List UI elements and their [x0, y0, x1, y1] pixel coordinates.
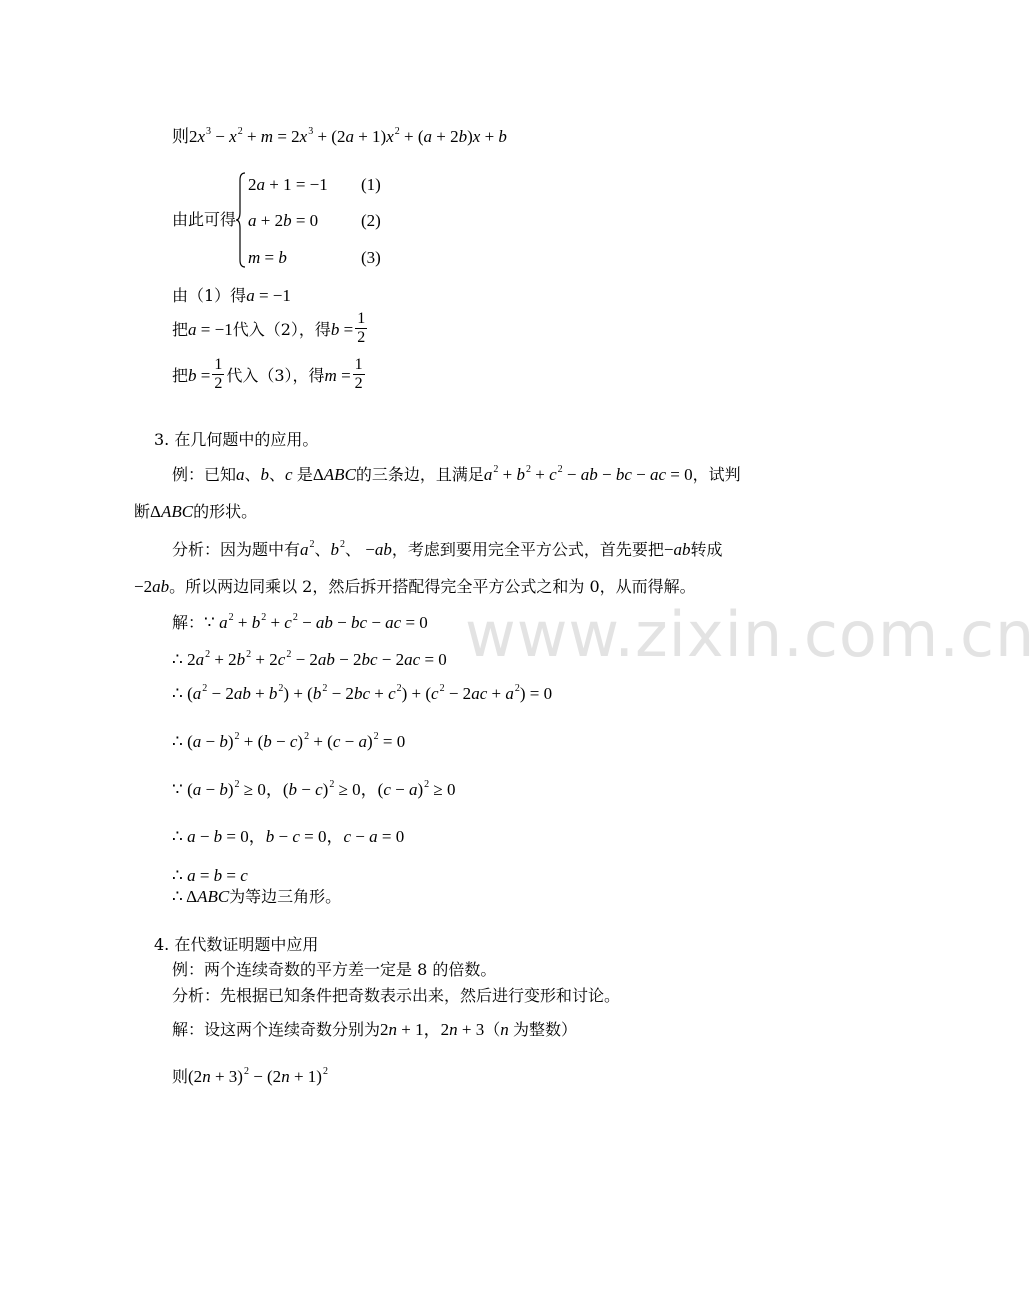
analysis-3-line-2: −2ab。所以两边同乘以 2，然后拆开搭配得完全平方公式之和为 0，从而得解。: [134, 577, 696, 596]
analysis-4: 分析：先根据已知条件把奇数表示出来，然后进行变形和讨论。: [172, 986, 621, 1005]
solution-4-line-1: 解：设这两个连续奇数分别为2n + 1，2n + 3（n 为整数）: [172, 1020, 577, 1039]
label-youcikede: 由此可得: [172, 210, 237, 229]
solution-3-line-2: ∴ $2a^2 + 2b^2 + 2c^2 - 2ab - 2bc - 2ac = 0$: [172, 649, 447, 669]
solution-3-line-3: ∴ $(a^2 - 2ab + b^2) + (b^2 - 2bc + c^2) + (c^2 - 2ac + a^2) = 0$: [172, 683, 553, 703]
system-eq-3: m = b: [248, 248, 287, 267]
section-3-title: 3. 在几何题中的应用。: [154, 430, 319, 449]
solution-3-line-4: ∴ $(a - b)^2 + (b - c)^2 + (c - a)^2 = 0$: [172, 731, 406, 751]
solution-3-line-1: 解：∵ $a^2 + b^2 + c^2$ − ab − bc − ac = 0: [172, 612, 428, 632]
system-eq-1: 2a + 1 = −1: [248, 175, 328, 194]
eq-label-3: (3): [361, 248, 381, 267]
solution-3-line-7: ∴ a = b = c: [172, 866, 248, 885]
solution-4-line-2: 则$(2n + 3)^2 - (2n + 1)^2$: [172, 1066, 328, 1086]
brace-icon: [236, 172, 246, 268]
system-eq-2: a + 2b = 0: [248, 211, 319, 230]
section-4-title: 4. 在代数证明题中应用: [154, 935, 319, 954]
line-you1de: 由（1）得a = −1: [172, 286, 291, 305]
line-sub3: 把b = $\frac{1}{2}$ 代入（3），得m = $\frac{1}{2}$: [172, 356, 363, 392]
analysis-3-line-1: 分析：因为题中有$a^2$、$b^2$、 −ab，考虑到要用完全平方公式，首先要把−ab转成: [172, 539, 723, 559]
solution-3-line-5: ∵ $(a - b)^2 \ge 0$，$(b - c)^2 \ge 0$，$(c - a)^2 \ge 0$: [172, 779, 456, 799]
example-4: 例：两个连续奇数的平方差一定是 8 的倍数。: [172, 960, 497, 979]
label-ze: 则: [172, 127, 189, 146]
solution-3-line-6: ∴ a − b = 0，b − c = 0，c − a = 0: [172, 827, 405, 846]
watermark: www.zixin.com.cn: [465, 598, 1035, 671]
eq-label-2: (2): [361, 211, 381, 230]
equation-line-1: 则$2x^3 - x^2 + m = 2x^3 + (2a + 1)x^2 + (a + 2b)x + b$: [172, 126, 507, 146]
line-sub2: 把a = −1代入（2），得b = $\frac{1}{2}$: [172, 310, 366, 346]
example-3-line-1: 例：已知a、b、c 是ΔABC的三条边，且满足$a^2 + b^2 + c^2$ − ab − bc − ac = 0，试判: [172, 464, 741, 484]
example-3-line-2: 断ΔABC的形状。: [134, 502, 258, 521]
solution-3-line-8: ∴ ΔABC为等边三角形。: [172, 887, 342, 906]
eq-label-1: (1): [361, 175, 381, 194]
